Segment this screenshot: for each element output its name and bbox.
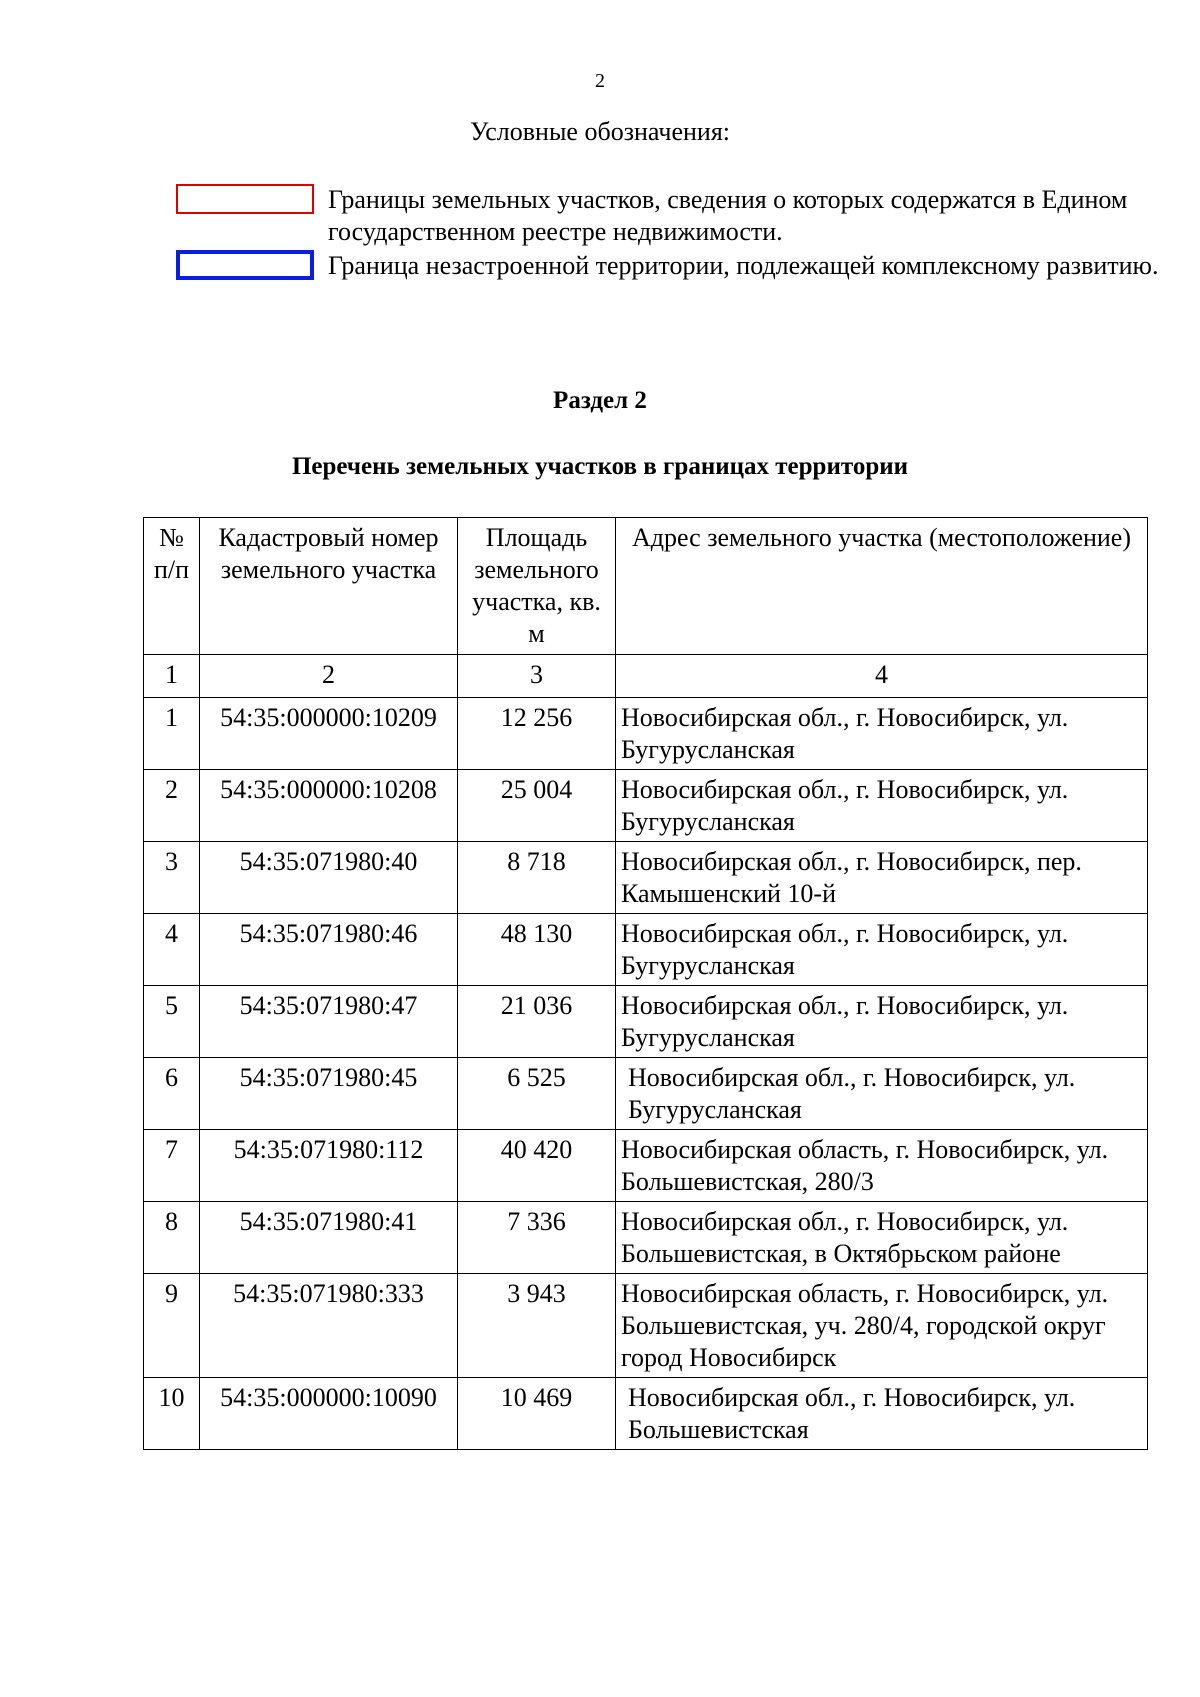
cadastral-number: 54:35:071980:45 [200,1058,458,1130]
header-number: № п/п [144,518,200,655]
page-number: 2 [595,70,605,92]
legend-text: Границы земельных участков, сведения о которых содержатся в Едином государственном реестре недвижимости. [328,185,1128,246]
table-row [144,1202,1148,1274]
table-row [144,1274,1148,1378]
table-row [144,914,1148,986]
plot-address: Новосибирская обл., г. Новосибирск, ул. Большевистская, в Октябрьском районе [616,1202,1148,1274]
column-number: 1 [144,655,200,698]
plot-address: Новосибирская обл., г. Новосибирск, пер. Камышенский 10-й [616,842,1148,914]
plot-address: Новосибирская область, г. Новосибирск, ул. Большевистская, уч. 280/4, городской округ город Новосибирск [616,1274,1148,1378]
cadastral-number: 54:35:071980:41 [200,1202,458,1274]
cadastral-number: 54:35:071980:333 [200,1274,458,1378]
table-row [144,986,1148,1058]
row-number: 7 [144,1130,200,1202]
plot-address: Новосибирская обл., г. Новосибирск, ул. Бугурусланская [616,1058,1148,1130]
plot-address: Новосибирская область, г. Новосибирск, ул. Большевистская, 280/3 [616,1130,1148,1202]
land-plots-table [143,517,1148,1450]
list-title: Перечень земельных участков в границах территории [291,453,909,480]
table-row [144,1130,1148,1202]
plot-address: Новосибирская обл., г. Новосибирск, ул. Бугурусланская [616,770,1148,842]
header-address: Адрес земельного участка (местоположение) [616,518,1148,655]
legend-heading: Условные обозначения: [469,117,731,146]
cadastral-number: 54:35:071980:112 [200,1130,458,1202]
cadastral-number: 54:35:000000:10209 [200,698,458,770]
plot-area: 3 943 [458,1274,616,1378]
header-area: Площадь земельного участка, кв. м [458,518,616,655]
column-number: 2 [200,655,458,698]
header-cadastral-number: Кадастровый номер земельного участка [200,518,458,655]
table-row [144,1378,1148,1450]
plot-area: 48 130 [458,914,616,986]
plot-area: 12 256 [458,698,616,770]
row-number: 5 [144,986,200,1058]
row-number: 4 [144,914,200,986]
row-number: 2 [144,770,200,842]
plot-area: 8 718 [458,842,616,914]
plot-address: Новосибирская обл., г. Новосибирск, ул. Большевистская [616,1378,1148,1450]
plot-area: 25 004 [458,770,616,842]
plot-address: Новосибирская обл., г. Новосибирск, ул. Бугурусланская [616,914,1148,986]
cadastral-number: 54:35:071980:40 [200,842,458,914]
table-row [144,770,1148,842]
cadastral-number: 54:35:071980:46 [200,914,458,986]
row-number: 8 [144,1202,200,1274]
plot-area: 7 336 [458,1202,616,1274]
plot-address: Новосибирская обл., г. Новосибирск, ул. Бугурусланская [616,986,1148,1058]
plot-area: 10 469 [458,1378,616,1450]
column-number: 3 [458,655,616,698]
column-number: 4 [616,655,1148,698]
cadastral-number: 54:35:071980:47 [200,986,458,1058]
table-column-numbers-row [144,655,1148,698]
row-number: 9 [144,1274,200,1378]
table-header-row [144,518,1148,655]
plot-area: 6 525 [458,1058,616,1130]
section-title: Раздел 2 [553,387,647,414]
row-number: 1 [144,698,200,770]
legend-swatch-red [176,184,314,214]
cadastral-number: 54:35:000000:10208 [200,770,458,842]
plot-area: 21 036 [458,986,616,1058]
legend-text: Граница незастроенной территории, подлежащей комплексному развитию. [328,251,1159,280]
row-number: 10 [144,1378,200,1450]
plot-area: 40 420 [458,1130,616,1202]
legend-swatch-blue [176,250,314,280]
table-row [144,842,1148,914]
plot-address: Новосибирская обл., г. Новосибирск, ул. Бугурусланская [616,698,1148,770]
table-row [144,698,1148,770]
row-number: 3 [144,842,200,914]
cadastral-number: 54:35:000000:10090 [200,1378,458,1450]
table-row [144,1058,1148,1130]
row-number: 6 [144,1058,200,1130]
